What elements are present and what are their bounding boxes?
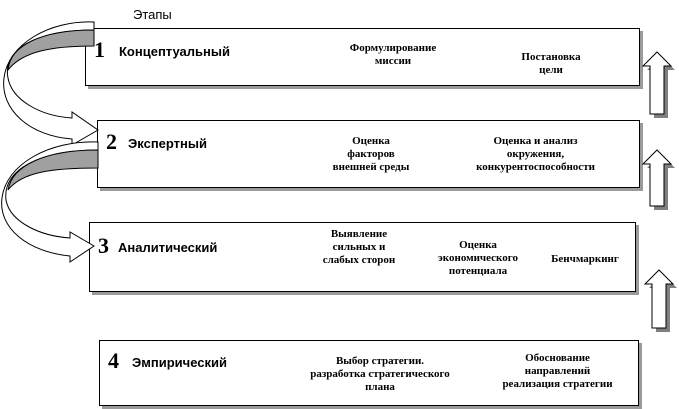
stage-4-item-directions: Обоснование направлений реализация стратегии [502, 352, 613, 390]
stage-4-item-strategy: Выбор стратегии. разработка стратегического плана [310, 355, 450, 393]
diagram-caption: Этапы [133, 7, 172, 22]
stage-2-item-environment: Оценка и анализ окружения, конкурентоспособности [476, 135, 595, 173]
curved-arrow-1-to-2 [4, 22, 98, 145]
stage-3-title: Аналитический [118, 240, 218, 255]
stage-2-title: Экспертный [128, 136, 207, 151]
up-arrow-1 [643, 52, 675, 118]
stage-3-item-swot: Выявление сильных и слабых сторон [322, 228, 396, 266]
stage-3-item-potential: Оценка экономического потенциала [438, 239, 518, 277]
curved-arrow-2-to-3 [2, 142, 98, 262]
stage-2-number: 2 [106, 129, 117, 154]
up-arrow-2 [643, 150, 675, 210]
stage-4-number: 4 [108, 348, 119, 373]
stage-1-item-goal: Постановка цели [521, 51, 581, 76]
stage-4-title: Эмпирический [132, 355, 227, 370]
up-arrow-3 [645, 270, 677, 332]
stage-3-item-benchmarking: Бенчмаркинг [551, 253, 619, 265]
stage-2-item-external: Оценка факторов внешней среды [332, 135, 410, 173]
stage-1-number: 1 [94, 37, 105, 62]
stage-1-item-mission: Формулирование миссии [349, 42, 437, 67]
stage-3-number: 3 [98, 233, 109, 258]
stage-1-title: Концептуальный [119, 44, 230, 59]
